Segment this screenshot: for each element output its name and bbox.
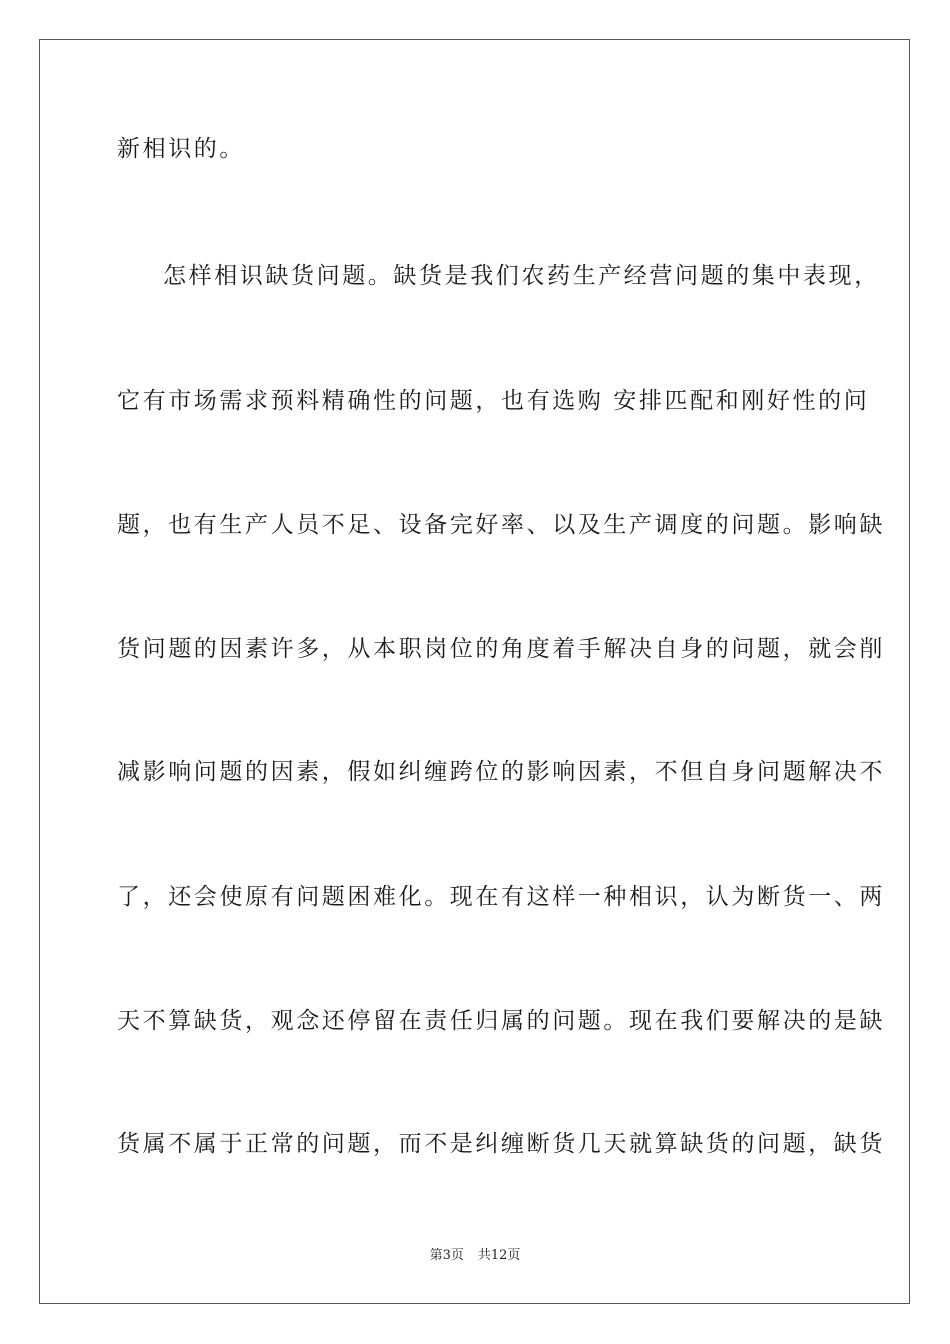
body-text-line: 怎样相识缺货问题。缺货是我们农药生产经营问题的集中表现，	[163, 263, 880, 289]
page-number: 第3页	[429, 1248, 464, 1263]
body-text-line: 货属不属于正常的问题，而不是纠缠断货几天就算缺货的问题，缺货	[117, 1131, 885, 1157]
body-text-line: 减影响问题的因素，假如纠缠跨位的影响因素，不但自身问题解决不	[117, 759, 885, 785]
body-text-line: 新相识的。	[117, 136, 245, 162]
page-footer	[0, 1247, 950, 1265]
body-text-line: 货问题的因素许多，从本职岗位的角度着手解决自身的问题，就会削	[117, 636, 885, 662]
page-total: 共12页	[477, 1248, 521, 1263]
page-frame	[39, 39, 910, 1304]
body-text-line: 题，也有生产人员不足、设备完好率、以及生产调度的问题。影响缺	[117, 512, 885, 538]
body-text-line: 了，还会使原有问题困难化。现在有这样一种相识，认为断货一、两	[117, 884, 885, 910]
body-text-line: 天不算缺货，观念还停留在责任归属的问题。现在我们要解决的是缺	[117, 1008, 885, 1034]
body-text-line: 它有市场需求预料精确性的问题，也有选购 安排匹配和刚好性的问	[117, 388, 870, 414]
